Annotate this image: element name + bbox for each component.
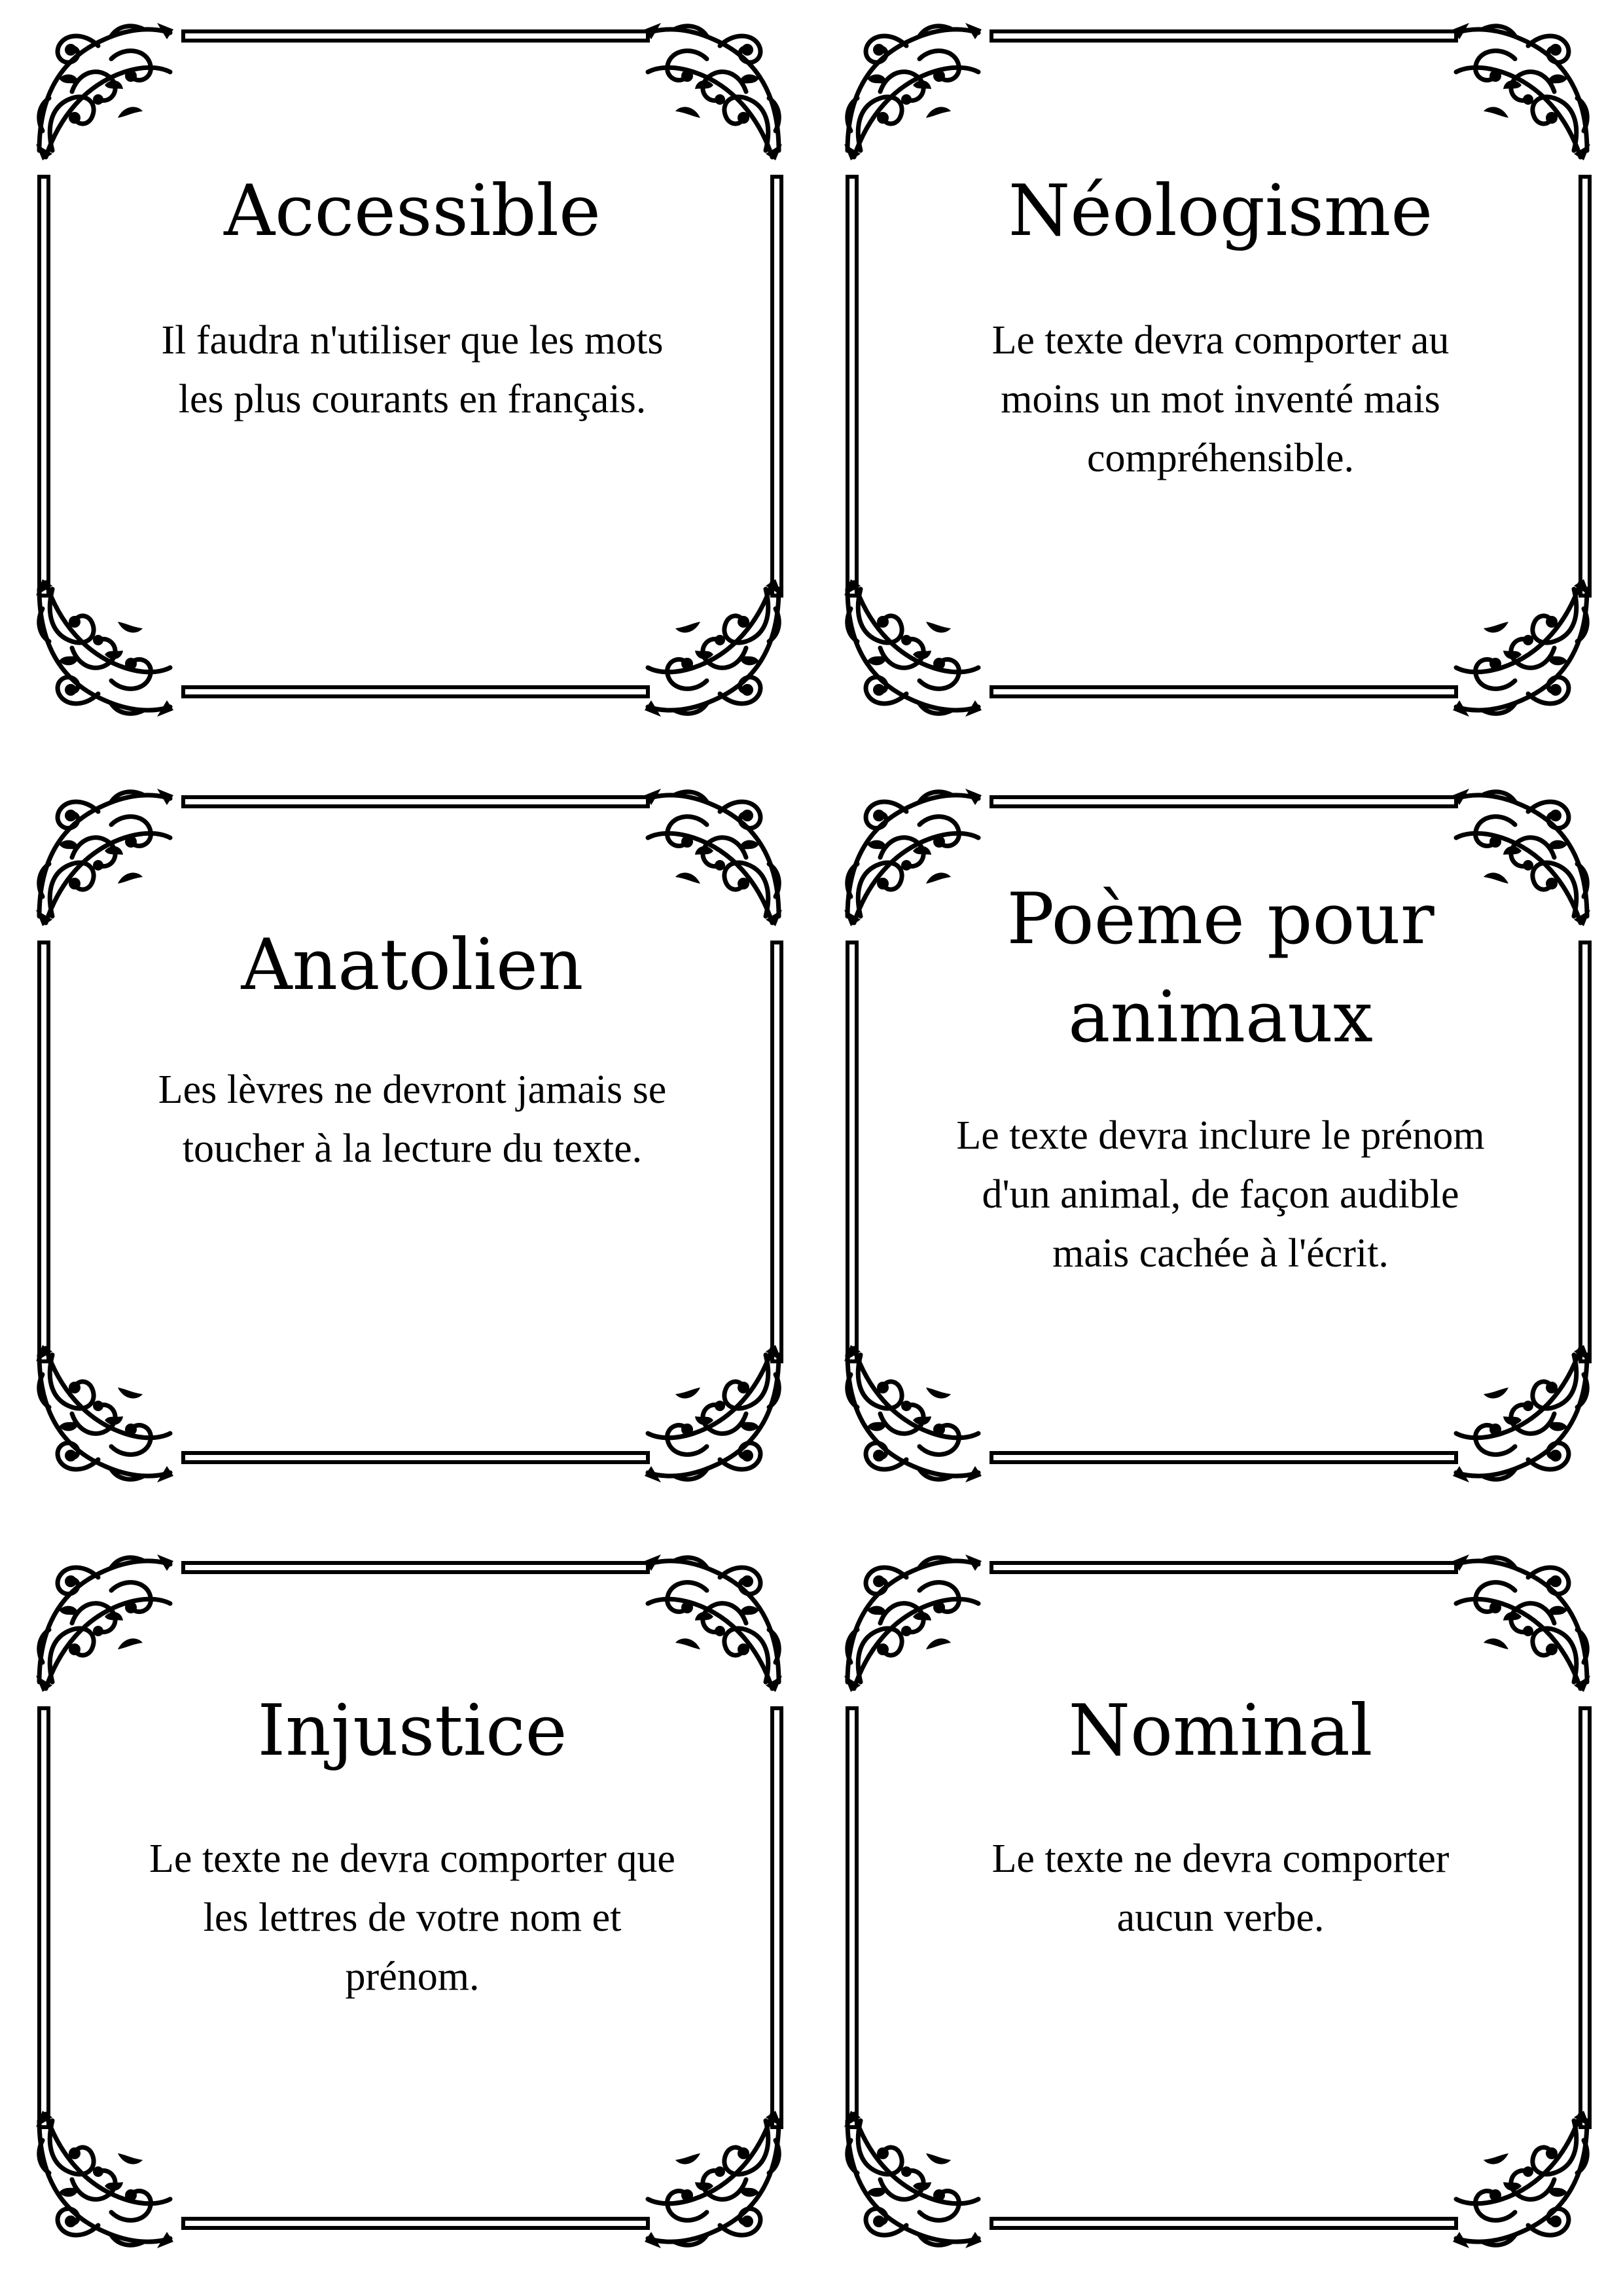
card-description — [893, 1106, 1548, 1283]
description-line: Le texte ne devra comporter — [991, 1837, 1450, 1881]
description-line: Les lèvres ne devront jamais se — [158, 1067, 667, 1112]
card-anatolien — [26, 779, 798, 1486]
card-description — [893, 311, 1548, 488]
description-line: les plus courants en français. — [178, 377, 647, 422]
title-line: Poème pour — [1007, 878, 1435, 960]
card-neologisme — [834, 13, 1607, 720]
card-injustice — [26, 1545, 798, 2251]
description-line: mais cachée à l'écrit. — [1052, 1231, 1389, 1276]
card-title: Injustice — [257, 1690, 567, 1772]
card-title: Accessible — [224, 170, 601, 252]
card-poeme-pour-animaux — [834, 779, 1607, 1486]
description-line: Le texte devra inclure le prénom — [956, 1113, 1485, 1158]
description-line: Il faudra n'utiliser que les mots — [161, 318, 664, 363]
card-accessible — [26, 13, 798, 720]
description-line: d'un animal, de façon audible — [982, 1172, 1459, 1217]
description-line: prénom. — [345, 1954, 480, 1999]
card-description — [85, 1829, 740, 2006]
card-nominal — [834, 1545, 1607, 2251]
card-title: Anatolien — [241, 924, 584, 1006]
card-title: Néologisme — [1008, 170, 1433, 252]
description-line: compréhensible. — [1086, 436, 1355, 480]
title-line: animaux — [1068, 977, 1373, 1058]
description-line: Le texte ne devra comporter que — [149, 1837, 675, 1881]
card-description — [85, 311, 740, 429]
description-line: aucun verbe. — [1116, 1895, 1325, 1940]
card-description — [85, 1060, 740, 1178]
description-line: Le texte devra comporter au — [991, 318, 1450, 363]
description-line: toucher à la lecture du texte. — [182, 1126, 643, 1171]
card-description — [893, 1829, 1548, 1947]
description-line: moins un mot inventé mais — [1001, 377, 1440, 422]
card-title — [893, 870, 1548, 1067]
description-line: les lettres de votre nom et — [203, 1895, 622, 1940]
card-title: Nominal — [1068, 1690, 1373, 1772]
